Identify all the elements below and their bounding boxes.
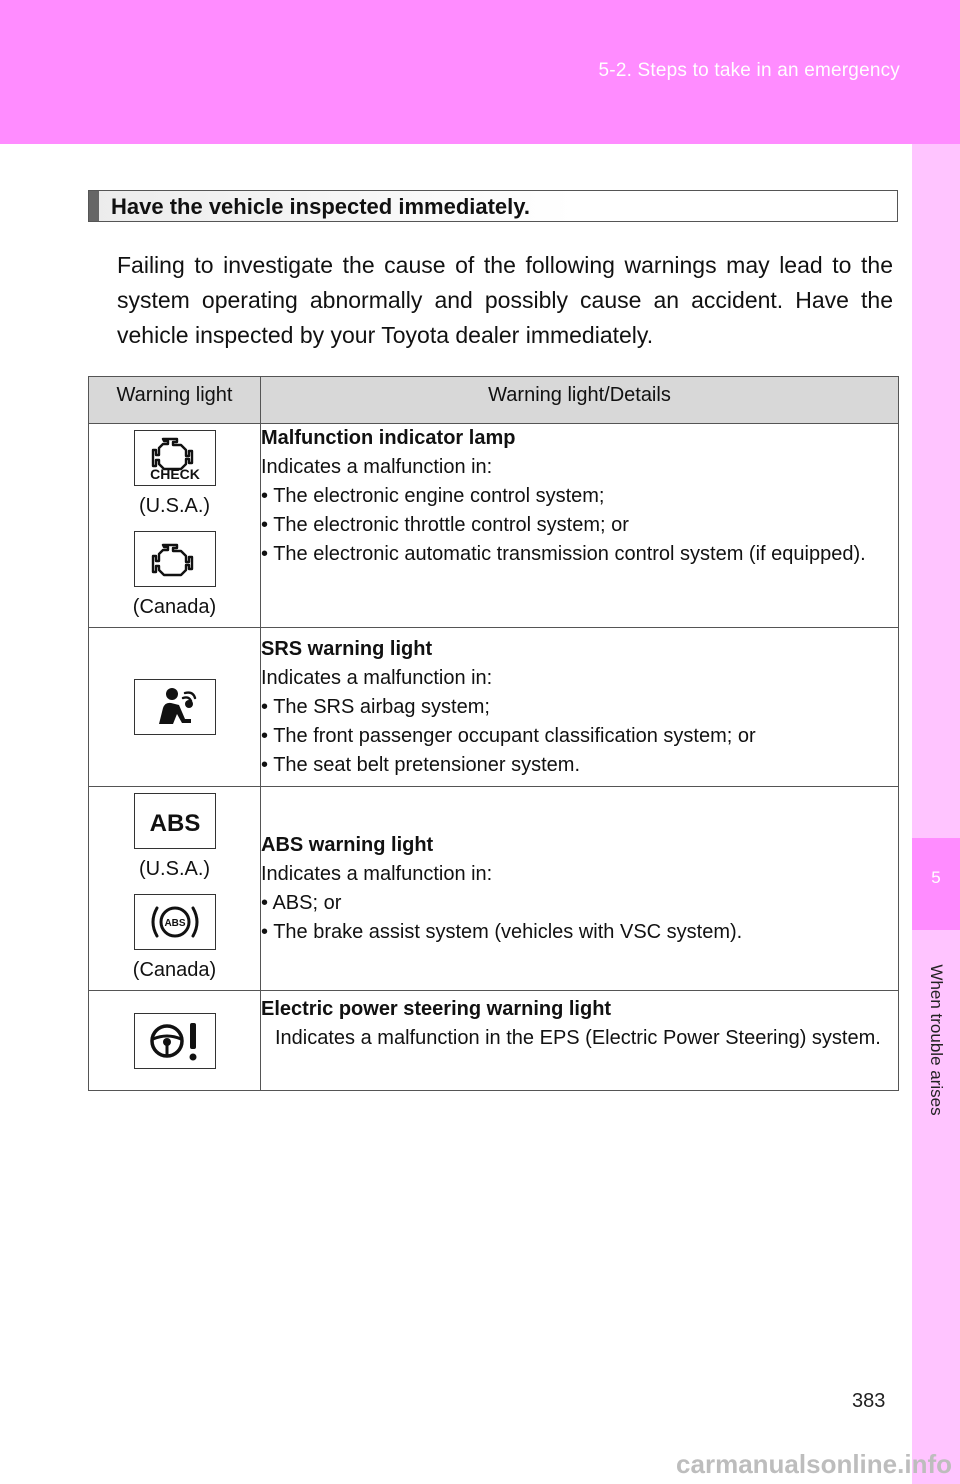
table-row (89, 991, 899, 1091)
warning-title: ABS warning light (261, 833, 434, 856)
warning-lights-table (88, 376, 899, 1091)
abs-text-icon (134, 793, 216, 849)
section-heading: Have the vehicle inspected immediately. (111, 194, 530, 219)
warning-details-cell (261, 991, 899, 1091)
warning-icon-cell (89, 424, 261, 628)
warning-icon-cell (89, 787, 261, 991)
svg-text:ABS: ABS (163, 917, 186, 929)
region-label: (Canada) (132, 595, 217, 618)
watermark: carmanualsonline.info (676, 1449, 952, 1479)
table-row (89, 628, 899, 787)
svg-text:CHECK: CHECK (149, 465, 200, 482)
table-header-row (89, 377, 899, 424)
warning-bullet: • The electronic throttle control system; or (261, 514, 629, 536)
engine-icon (134, 531, 216, 587)
power-steering-warning-icon (134, 1013, 216, 1069)
warning-bullet: • The brake assist system (vehicles with VSC system). (261, 920, 743, 943)
table-row (89, 424, 899, 628)
warning-details-cell (261, 787, 899, 991)
region-label: (U.S.A.) (138, 857, 211, 880)
warning-bullet: • The seat belt pretensioner system. (261, 753, 581, 776)
warning-details-cell (261, 424, 899, 628)
page-number: 383 (852, 1390, 886, 1412)
warning-bullet: • ABS; or (261, 891, 342, 914)
warning-intro: Indicates a malfunction in: (261, 666, 493, 689)
warning-details-cell (261, 628, 899, 787)
intro-paragraph: Failing to investigate the cause of the following warnings may lead to the system operating abnormally and possibly cause an accident. Have the vehicle inspected by your Toyota dealer immediately. (117, 252, 893, 348)
section-heading-bar (88, 190, 898, 222)
column-header-details: Warning light/Details (261, 377, 899, 424)
chapter-label: When trouble arises (927, 964, 946, 1116)
warning-intro: Indicates a malfunction in: (261, 862, 493, 885)
warning-bullet: • The electronic automatic transmission control system (if equipped). (261, 543, 866, 565)
warning-icon-cell (89, 991, 261, 1091)
warning-title: Electric power steering warning light (261, 998, 612, 1020)
region-label: (U.S.A.) (138, 494, 211, 517)
svg-text:ABS: ABS (149, 809, 200, 837)
abs-circle-icon (134, 894, 216, 950)
check-engine-icon (134, 430, 216, 486)
warning-title: Malfunction indicator lamp (261, 427, 516, 449)
section-breadcrumb: 5-2. Steps to take in an emergency (598, 60, 900, 81)
column-header-warning-light: Warning light (89, 377, 261, 424)
warning-icon-cell (89, 628, 261, 787)
warning-bullet: • The SRS airbag system; (261, 695, 490, 718)
srs-airbag-icon (134, 679, 216, 735)
warning-intro: Indicates a malfunction in: (261, 456, 493, 478)
warning-body: Indicates a malfunction in the EPS (Electric Power Steering) system. (275, 1027, 881, 1049)
region-label: (Canada) (132, 958, 217, 981)
warning-title: SRS warning light (261, 637, 433, 660)
warning-bullet: • The electronic engine control system; (261, 485, 605, 507)
warning-bullet: • The front passenger occupant classification system; or (261, 724, 756, 747)
chapter-side-tab (912, 144, 960, 1484)
chapter-number: 5 (912, 838, 960, 930)
heading-marker (89, 191, 99, 221)
table-row (89, 787, 899, 991)
